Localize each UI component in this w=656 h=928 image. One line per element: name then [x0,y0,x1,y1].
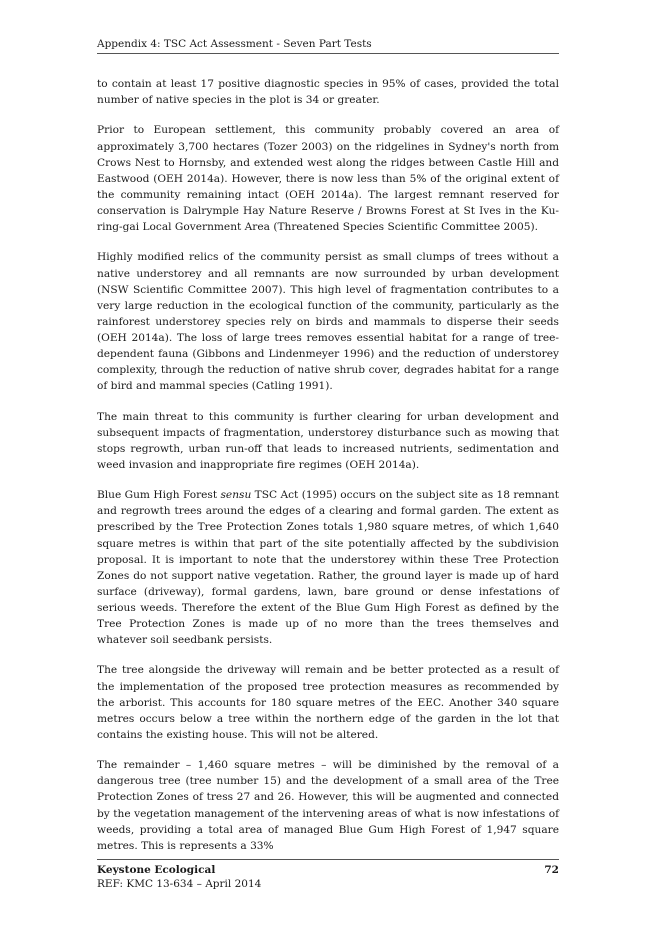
paragraph-5-italic: sensu [220,489,252,502]
body-text [97,76,559,868]
paragraph-5 [97,487,559,648]
paragraph-6: The tree alongside the driveway will remain and be better protected as a result of the implementation of the proposed tree protection measures as recommended by the arborist. This accounts for 180 square metres of the EEC. Another 340 square metres occurs below a tree within the northern edge of the garden in the lot that contains the existing house. This will not be altered. [97,664,559,741]
paragraph-5-start: Blue Gum High Forest [97,489,221,502]
paragraph-1: to contain at least 17 positive diagnostic species in 95% of cases, provided the total number of native species in the plot is 34 or greater. [97,78,559,107]
paragraph-3: Highly modified relics of the community persist as small clumps of trees without a native understorey and all remnants are now surrounded by urban development (NSW Scientific Committee 2007). This high level of fragmentation contributes to a very large reduction in the ecological function of the community, particularly as the rainforest understorey species rely on birds and mammals to disperse their seeds (OEH 2014a). The loss of large trees removes essential habitat for a range of tree-dependent fauna (Gibbons and Lindenmeyer 1996) and the reduction of understorey complexity, through the reduction of native shrub cover, degrades habitat for a range of bird and mammal species (Catling 1991). [97,251,559,393]
page-number: 72 [544,864,559,876]
header-title: Appendix 4: TSC Act Assessment - Seven Part Tests [97,38,372,50]
paragraph-4: The main threat to this community is further clearing for urban development and subsequent impacts of fragmentation, understorey disturbance such as mowing that stops regrowth, urban run-off that leads to increased nutrients, sedimentation and weed invasion and inappropriate fire regimes (OEH 2014a). [97,410,559,471]
paragraph-5-rest: TSC Act (1995) occurs on the subject site as 18 remnant and regrowth trees around the edges of a clearing and formal garden. The extent as prescribed by the Tree Protection Zones totals 1,980 square metres, of which 1,640 square metres is within that part of the site potentially affected by the subdivision proposal. It is important to note that the understorey within these Tree Protection Zones do not support native vegetation. Rather, the ground layer is made up of hard surface (driveway), formal gardens, lawn, bare ground or dense infestations of serious weeds. Therefore the extent of the Blue Gum High Forest as defined by the Tree Protection Zones is made up of no more than the trees themselves and whatever soil seedbank persists. [97,489,559,647]
footer-reference: REF: KMC 13-634 – April 2014 [97,878,262,890]
paragraph-2: Prior to European settlement, this community probably covered an area of approximately 3,700 hectares (Tozer 2003) on the ridgelines in Sydney's north from Crows Nest to Hornsby, and extended west along the ridges between Castle Hill and Eastwood (OEH 2014a). However, there is now less than 5% of the original extent of the community remaining intact (OEH 2014a). The largest remnant reserved for conservation is Dalrymple Hay Nature Reserve / Browns Forest at St Ives in the Ku-ring-gai Local Government Area (Threatened Species Scientific Committee 2005). [97,124,559,234]
page-header [97,38,559,54]
paragraph-7: The remainder – 1,460 square metres – will be diminished by the removal of a dangerous tree (tree number 15) and the development of a small area of the Tree Protection Zones of tress 27 and 26. However, this will be augmented and connected by the vegetation management of the intervening areas of what is now infestations of weeds, providing a total area of managed Blue Gum High Forest of 1,947 square metres. This is represents a 33% [97,759,559,852]
page-footer [97,859,559,891]
footer-organization: Keystone Ecological [97,864,216,876]
